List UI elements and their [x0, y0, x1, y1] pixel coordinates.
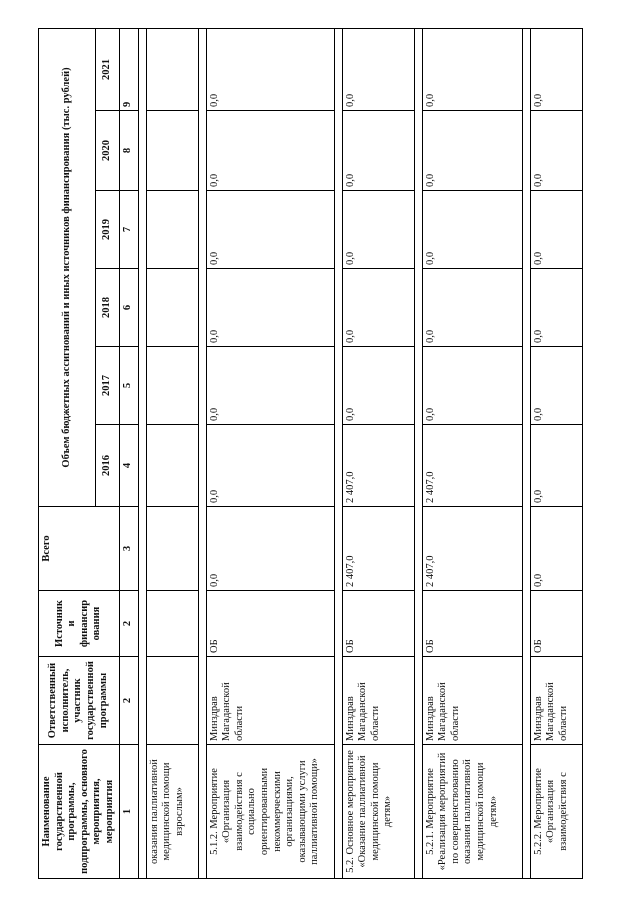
header-program-name: Наименование государственной программы, подпрограммы, основного мероприятия, мероприятия — [39, 745, 120, 879]
row-value-2019: 0,0 — [530, 191, 582, 269]
row-value-2021: 0,0 — [206, 28, 334, 110]
gap-cell — [138, 28, 146, 878]
column-number: 9 — [119, 28, 138, 110]
rotated-page — [38, 29, 582, 879]
column-number: 4 — [119, 425, 138, 507]
row-name: 5.2.2. Мероприятие «Организация взаимодействия с — [530, 745, 582, 879]
table-row — [146, 28, 198, 878]
row-name: оказания паллиативной медицинской помощи взрослым» — [146, 745, 198, 879]
column-number: 8 — [119, 111, 138, 191]
column-number: 7 — [119, 191, 138, 269]
row-value-2020: 0,0 — [342, 111, 414, 191]
row-value-2021: 0,0 — [422, 28, 522, 110]
row-value-2020 — [146, 111, 198, 191]
financing-table — [38, 28, 583, 879]
row-source: ОБ — [342, 591, 414, 657]
row-value-2017: 0,0 — [206, 347, 334, 425]
row-gap — [414, 28, 422, 878]
table-row — [342, 28, 414, 878]
row-value-2016: 0,0 — [206, 425, 334, 507]
column-number-row — [119, 28, 138, 878]
column-number: 2 — [119, 591, 138, 657]
gap-cell — [414, 28, 422, 878]
column-number: 6 — [119, 269, 138, 347]
gap-cell — [522, 28, 530, 878]
row-value-2017 — [146, 347, 198, 425]
header-funding-volume: Объем бюджетных ассигнований и иных источников финансирования (тыс. рублей) — [39, 28, 96, 506]
row-source: ОБ — [530, 591, 582, 657]
row-value-2019: 0,0 — [206, 191, 334, 269]
row-value-2020: 0,0 — [422, 111, 522, 191]
row-total: 0,0 — [206, 507, 334, 591]
row-value-2016: 0,0 — [530, 425, 582, 507]
row-value-2018 — [146, 269, 198, 347]
header-executor: Ответственный исполнитель, участник государственной программы — [39, 657, 120, 745]
row-value-2017: 0,0 — [530, 347, 582, 425]
row-value-2018: 0,0 — [530, 269, 582, 347]
row-source — [146, 591, 198, 657]
row-executor: Минздрав Магаданской области — [342, 657, 414, 745]
row-gap — [522, 28, 530, 878]
row-executor — [146, 657, 198, 745]
row-name: 5.2. Основное мероприятие «Оказание паллиативной медицинской помощи детям» — [342, 745, 414, 879]
row-value-2016: 2 407,0 — [342, 425, 414, 507]
table-row — [530, 28, 582, 878]
row-value-2019 — [146, 191, 198, 269]
row-total — [146, 507, 198, 591]
row-name: 5.1.2. Мероприятие «Организация взаимодействия с социально ориентированными некоммерческими организациями, оказывающими услуги паллиативной помощи» — [206, 745, 334, 879]
header-year-2017: 2017 — [96, 347, 119, 425]
row-value-2019: 0,0 — [342, 191, 414, 269]
row-source: ОБ — [206, 591, 334, 657]
header-year-2018: 2018 — [96, 269, 119, 347]
row-value-2016 — [146, 425, 198, 507]
row-total: 2 407,0 — [422, 507, 522, 591]
header-funding-source: Источник и финансир ования — [39, 591, 120, 657]
row-source: ОБ — [422, 591, 522, 657]
row-value-2019: 0,0 — [422, 191, 522, 269]
header-total: Всего — [39, 507, 120, 591]
header-year-2019: 2019 — [96, 191, 119, 269]
gap-cell — [198, 28, 206, 878]
row-value-2018: 0,0 — [206, 269, 334, 347]
row-executor: Минздрав Магаданской области — [530, 657, 582, 745]
header-year-2021: 2021 — [96, 28, 119, 110]
row-value-2017: 0,0 — [422, 347, 522, 425]
column-number: 2 — [119, 657, 138, 745]
column-number: 5 — [119, 347, 138, 425]
row-gap — [138, 28, 146, 878]
row-value-2020: 0,0 — [206, 111, 334, 191]
row-total: 2 407,0 — [342, 507, 414, 591]
row-value-2017: 0,0 — [342, 347, 414, 425]
row-value-2021 — [146, 28, 198, 110]
row-value-2021: 0,0 — [342, 28, 414, 110]
row-name: 5.2.1. Мероприятие «Реализация мероприятий по совершенствованию оказания паллиативной медицинской помощи детям» — [422, 745, 522, 879]
row-executor: Минздрав Магаданской области — [422, 657, 522, 745]
row-total: 0,0 — [530, 507, 582, 591]
table-row — [422, 28, 522, 878]
row-value-2018: 0,0 — [422, 269, 522, 347]
header-year-2016: 2016 — [96, 425, 119, 507]
column-number: 3 — [119, 507, 138, 591]
row-value-2016: 2 407,0 — [422, 425, 522, 507]
gap-cell — [334, 28, 342, 878]
row-value-2020: 0,0 — [530, 111, 582, 191]
row-executor: Минздрав Магаданской области — [206, 657, 334, 745]
table-row — [206, 28, 334, 878]
row-value-2021: 0,0 — [530, 28, 582, 110]
column-number: 1 — [119, 745, 138, 879]
row-gap — [198, 28, 206, 878]
header-year-2020: 2020 — [96, 111, 119, 191]
row-value-2018: 0,0 — [342, 269, 414, 347]
row-gap — [334, 28, 342, 878]
